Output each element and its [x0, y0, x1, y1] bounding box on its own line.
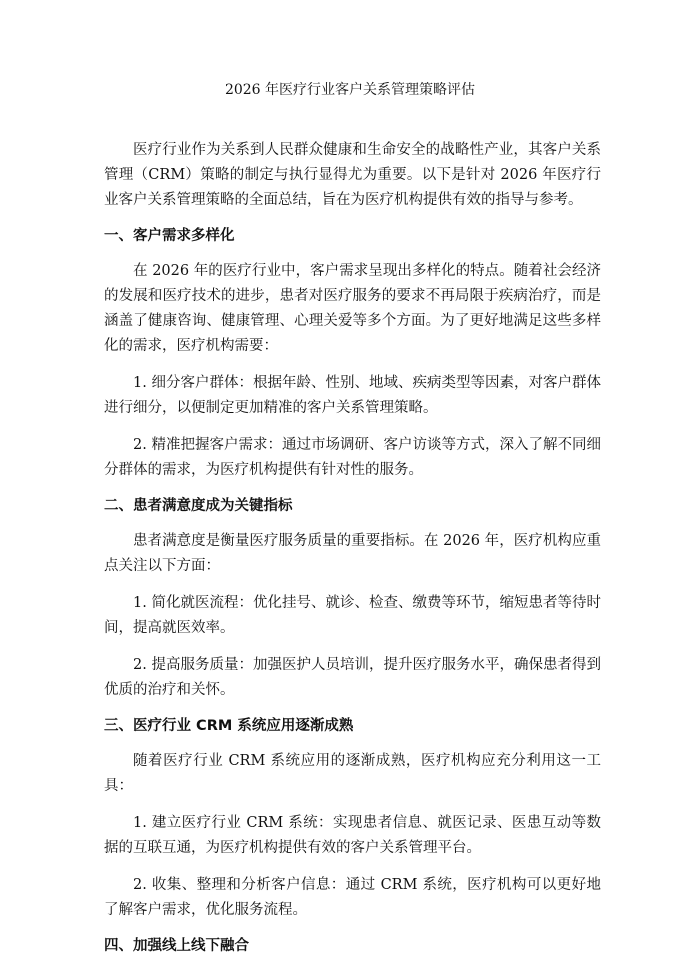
section-3-paragraph: 随着医疗行业 CRM 系统应用的逐渐成熟，医疗机构应充分利用这一工具： — [104, 753, 601, 794]
intro-paragraph: 医疗行业作为关系到人民群众健康和生命安全的战略性产业，其客户关系管理（CRM）策略的制定与执行显得尤为重要。以下是针对 2026 年医疗行业客户关系管理策略的全面总结，旨在为医疗机构提供有效的指导与参考。 — [104, 142, 601, 208]
section-4-heading: 四、加强线上线下融合 — [104, 938, 249, 954]
section-1-heading: 一、客户需求多样化 — [104, 228, 235, 244]
document-body — [104, 138, 601, 969]
section-2-item-1: 1. 简化就医流程：优化挂号、就诊、检查、缴费等环节，缩短患者等待时间，提高就医效率。 — [104, 595, 601, 636]
section-2-item-2: 2. 提高服务质量：加强医护人员培训，提升医疗服务水平，确保患者得到优质的治疗和关怀。 — [104, 657, 601, 698]
section-1-item-1: 1. 细分客户群体：根据年龄、性别、地域、疾病类型等因素，对客户群体进行细分，以便制定更加精准的客户关系管理策略。 — [104, 375, 601, 416]
section-3-heading: 三、医疗行业 CRM 系统应用逐渐成熟 — [104, 718, 354, 734]
section-2-heading: 二、患者满意度成为关键指标 — [104, 498, 293, 514]
section-1-paragraph: 在 2026 年的医疗行业中，客户需求呈现出多样化的特点。随着社会经济的发展和医疗技术的进步，患者对医疗服务的要求不再局限于疾病治疗，而是涵盖了健康咨询、健康管理、心理关爱等多个方面。为了更好地满足这些多样化的需求，医疗机构需要： — [104, 263, 601, 354]
section-2-paragraph: 患者满意度是衡量医疗服务质量的重要指标。在 2026 年，医疗机构应重点关注以下方面： — [104, 533, 601, 574]
document-title: 2026 年医疗行业客户关系管理策略评估 — [224, 82, 476, 98]
section-3-item-2: 2. 收集、整理和分析客户信息：通过 CRM 系统，医疗机构可以更好地了解客户需求，优化服务流程。 — [104, 877, 601, 918]
section-3-item-1: 1. 建立医疗行业 CRM 系统：实现患者信息、就医记录、医患互动等数据的互联互通，为医疗机构提供有效的客户关系管理平台。 — [104, 815, 601, 856]
section-1-item-2: 2. 精准把握客户需求：通过市场调研、客户访谈等方式，深入了解不同细分群体的需求，为医疗机构提供有针对性的服务。 — [104, 437, 601, 478]
